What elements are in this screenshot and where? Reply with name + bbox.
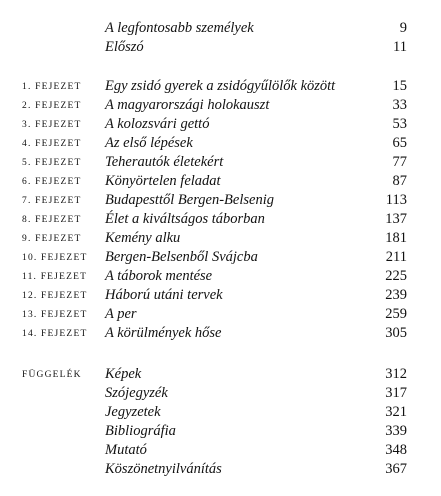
chapter-label: 5. FEJEZET bbox=[22, 158, 82, 168]
chapter-label: 9. FEJEZET bbox=[22, 234, 82, 244]
toc-entry-title: Élet a kiváltságos táborban bbox=[105, 211, 265, 227]
toc-entry-page: 239 bbox=[385, 287, 407, 303]
toc-row-chapter-5 bbox=[0, 154, 441, 173]
toc-entry-page: 367 bbox=[385, 461, 407, 477]
toc-row-chapter-1 bbox=[0, 78, 441, 97]
toc-entry-page: 113 bbox=[385, 192, 407, 208]
toc-entry-title: Jegyzetek bbox=[105, 404, 161, 420]
toc-row-chapter-4 bbox=[0, 135, 441, 154]
toc-entry-title: Előszó bbox=[105, 39, 144, 55]
toc-row-chapter-10 bbox=[0, 249, 441, 268]
toc-entry-page: 259 bbox=[385, 306, 407, 322]
chapter-label: 10. FEJEZET bbox=[22, 253, 88, 263]
toc-row-chapter-11 bbox=[0, 268, 441, 287]
toc-entry-page: 348 bbox=[385, 442, 407, 458]
toc-entry-title: A legfontosabb személyek bbox=[105, 20, 254, 36]
toc-entry-title: Háború utáni tervek bbox=[105, 287, 223, 303]
toc-entry-title: A per bbox=[105, 306, 137, 322]
toc-entry-title: Kemény alku bbox=[105, 230, 181, 246]
toc-entry-page: 312 bbox=[385, 366, 407, 382]
chapter-label: 11. FEJEZET bbox=[22, 272, 88, 282]
toc-entry-title: Egy zsidó gyerek a zsidógyűlölők között bbox=[105, 78, 336, 94]
chapter-label: 12. FEJEZET bbox=[22, 291, 88, 301]
toc-entry-page: 225 bbox=[385, 268, 407, 284]
toc-row-chapter-13 bbox=[0, 306, 441, 325]
toc-row-appendix-4 bbox=[0, 423, 441, 442]
toc-entry-title: Mutató bbox=[105, 442, 147, 458]
toc-entry-page: 11 bbox=[393, 39, 407, 55]
toc-row-appendix-2 bbox=[0, 385, 441, 404]
toc-entry-page: 15 bbox=[392, 78, 407, 94]
toc-entry-title: Budapesttől Bergen-Belsenig bbox=[105, 192, 274, 208]
toc-row-chapter-14 bbox=[0, 325, 441, 344]
chapter-label: 2. FEJEZET bbox=[22, 101, 82, 111]
toc-row-front-2 bbox=[0, 39, 441, 58]
toc-row-chapter-7 bbox=[0, 192, 441, 211]
toc-row-chapter-6 bbox=[0, 173, 441, 192]
chapter-label: 3. FEJEZET bbox=[22, 120, 82, 130]
toc-entry-title: Szójegyzék bbox=[105, 385, 168, 401]
toc-entry-page: 137 bbox=[385, 211, 407, 227]
toc-entry-page: 181 bbox=[385, 230, 407, 246]
chapter-label: 7. FEJEZET bbox=[22, 196, 82, 206]
toc-entry-title: Teherautók életekért bbox=[105, 154, 224, 170]
toc-entry-page: 33 bbox=[392, 97, 407, 113]
chapter-label: 1. FEJEZET bbox=[22, 82, 82, 92]
toc-row-appendix-5 bbox=[0, 442, 441, 461]
toc-entry-title: A magyarországi holokauszt bbox=[105, 97, 270, 113]
toc-entry-page: 53 bbox=[392, 116, 407, 132]
toc-entry-title: A táborok mentése bbox=[105, 268, 213, 284]
toc-entry-page: 65 bbox=[392, 135, 407, 151]
toc-row-chapter-8 bbox=[0, 211, 441, 230]
toc-entry-title: Könyörtelen feladat bbox=[105, 173, 221, 189]
toc-row-front-1 bbox=[0, 20, 441, 39]
toc-entry-page: 339 bbox=[385, 423, 407, 439]
toc-entry-title: Bibliográfia bbox=[105, 423, 176, 439]
toc-row-chapter-9 bbox=[0, 230, 441, 249]
toc-entry-title: Képek bbox=[105, 366, 142, 382]
toc-row-chapter-3 bbox=[0, 116, 441, 135]
toc-row-chapter-12 bbox=[0, 287, 441, 306]
toc-entry-title: Az első lépések bbox=[105, 135, 193, 151]
toc-row-appendix-3 bbox=[0, 404, 441, 423]
chapter-label: 4. FEJEZET bbox=[22, 139, 82, 149]
toc-entry-page: 87 bbox=[392, 173, 407, 189]
toc-entry-page: 77 bbox=[392, 154, 407, 170]
toc-entry-page: 317 bbox=[385, 385, 407, 401]
chapter-label: 8. FEJEZET bbox=[22, 215, 82, 225]
toc-entry-title: Köszönetnyilvánítás bbox=[105, 461, 222, 477]
chapter-label: 6. FEJEZET bbox=[22, 177, 82, 187]
toc-entry-page: 305 bbox=[385, 325, 407, 341]
toc-entry-title: Bergen-Belsenből Svájcba bbox=[105, 249, 258, 265]
chapter-label: 14. FEJEZET bbox=[22, 329, 88, 339]
appendix-label: FÜGGELÉK bbox=[22, 370, 82, 380]
chapter-label: 13. FEJEZET bbox=[22, 310, 88, 320]
toc-row-appendix-6 bbox=[0, 461, 441, 480]
toc-entry-page: 211 bbox=[385, 249, 407, 265]
toc-row-appendix-1 bbox=[0, 366, 441, 385]
toc-entry-title: A kolozsvári gettó bbox=[105, 116, 210, 132]
toc-entry-title: A körülmények hőse bbox=[105, 325, 222, 341]
toc-entry-page: 321 bbox=[385, 404, 407, 420]
toc-entry-page: 9 bbox=[399, 20, 407, 36]
toc-row-chapter-2 bbox=[0, 97, 441, 116]
